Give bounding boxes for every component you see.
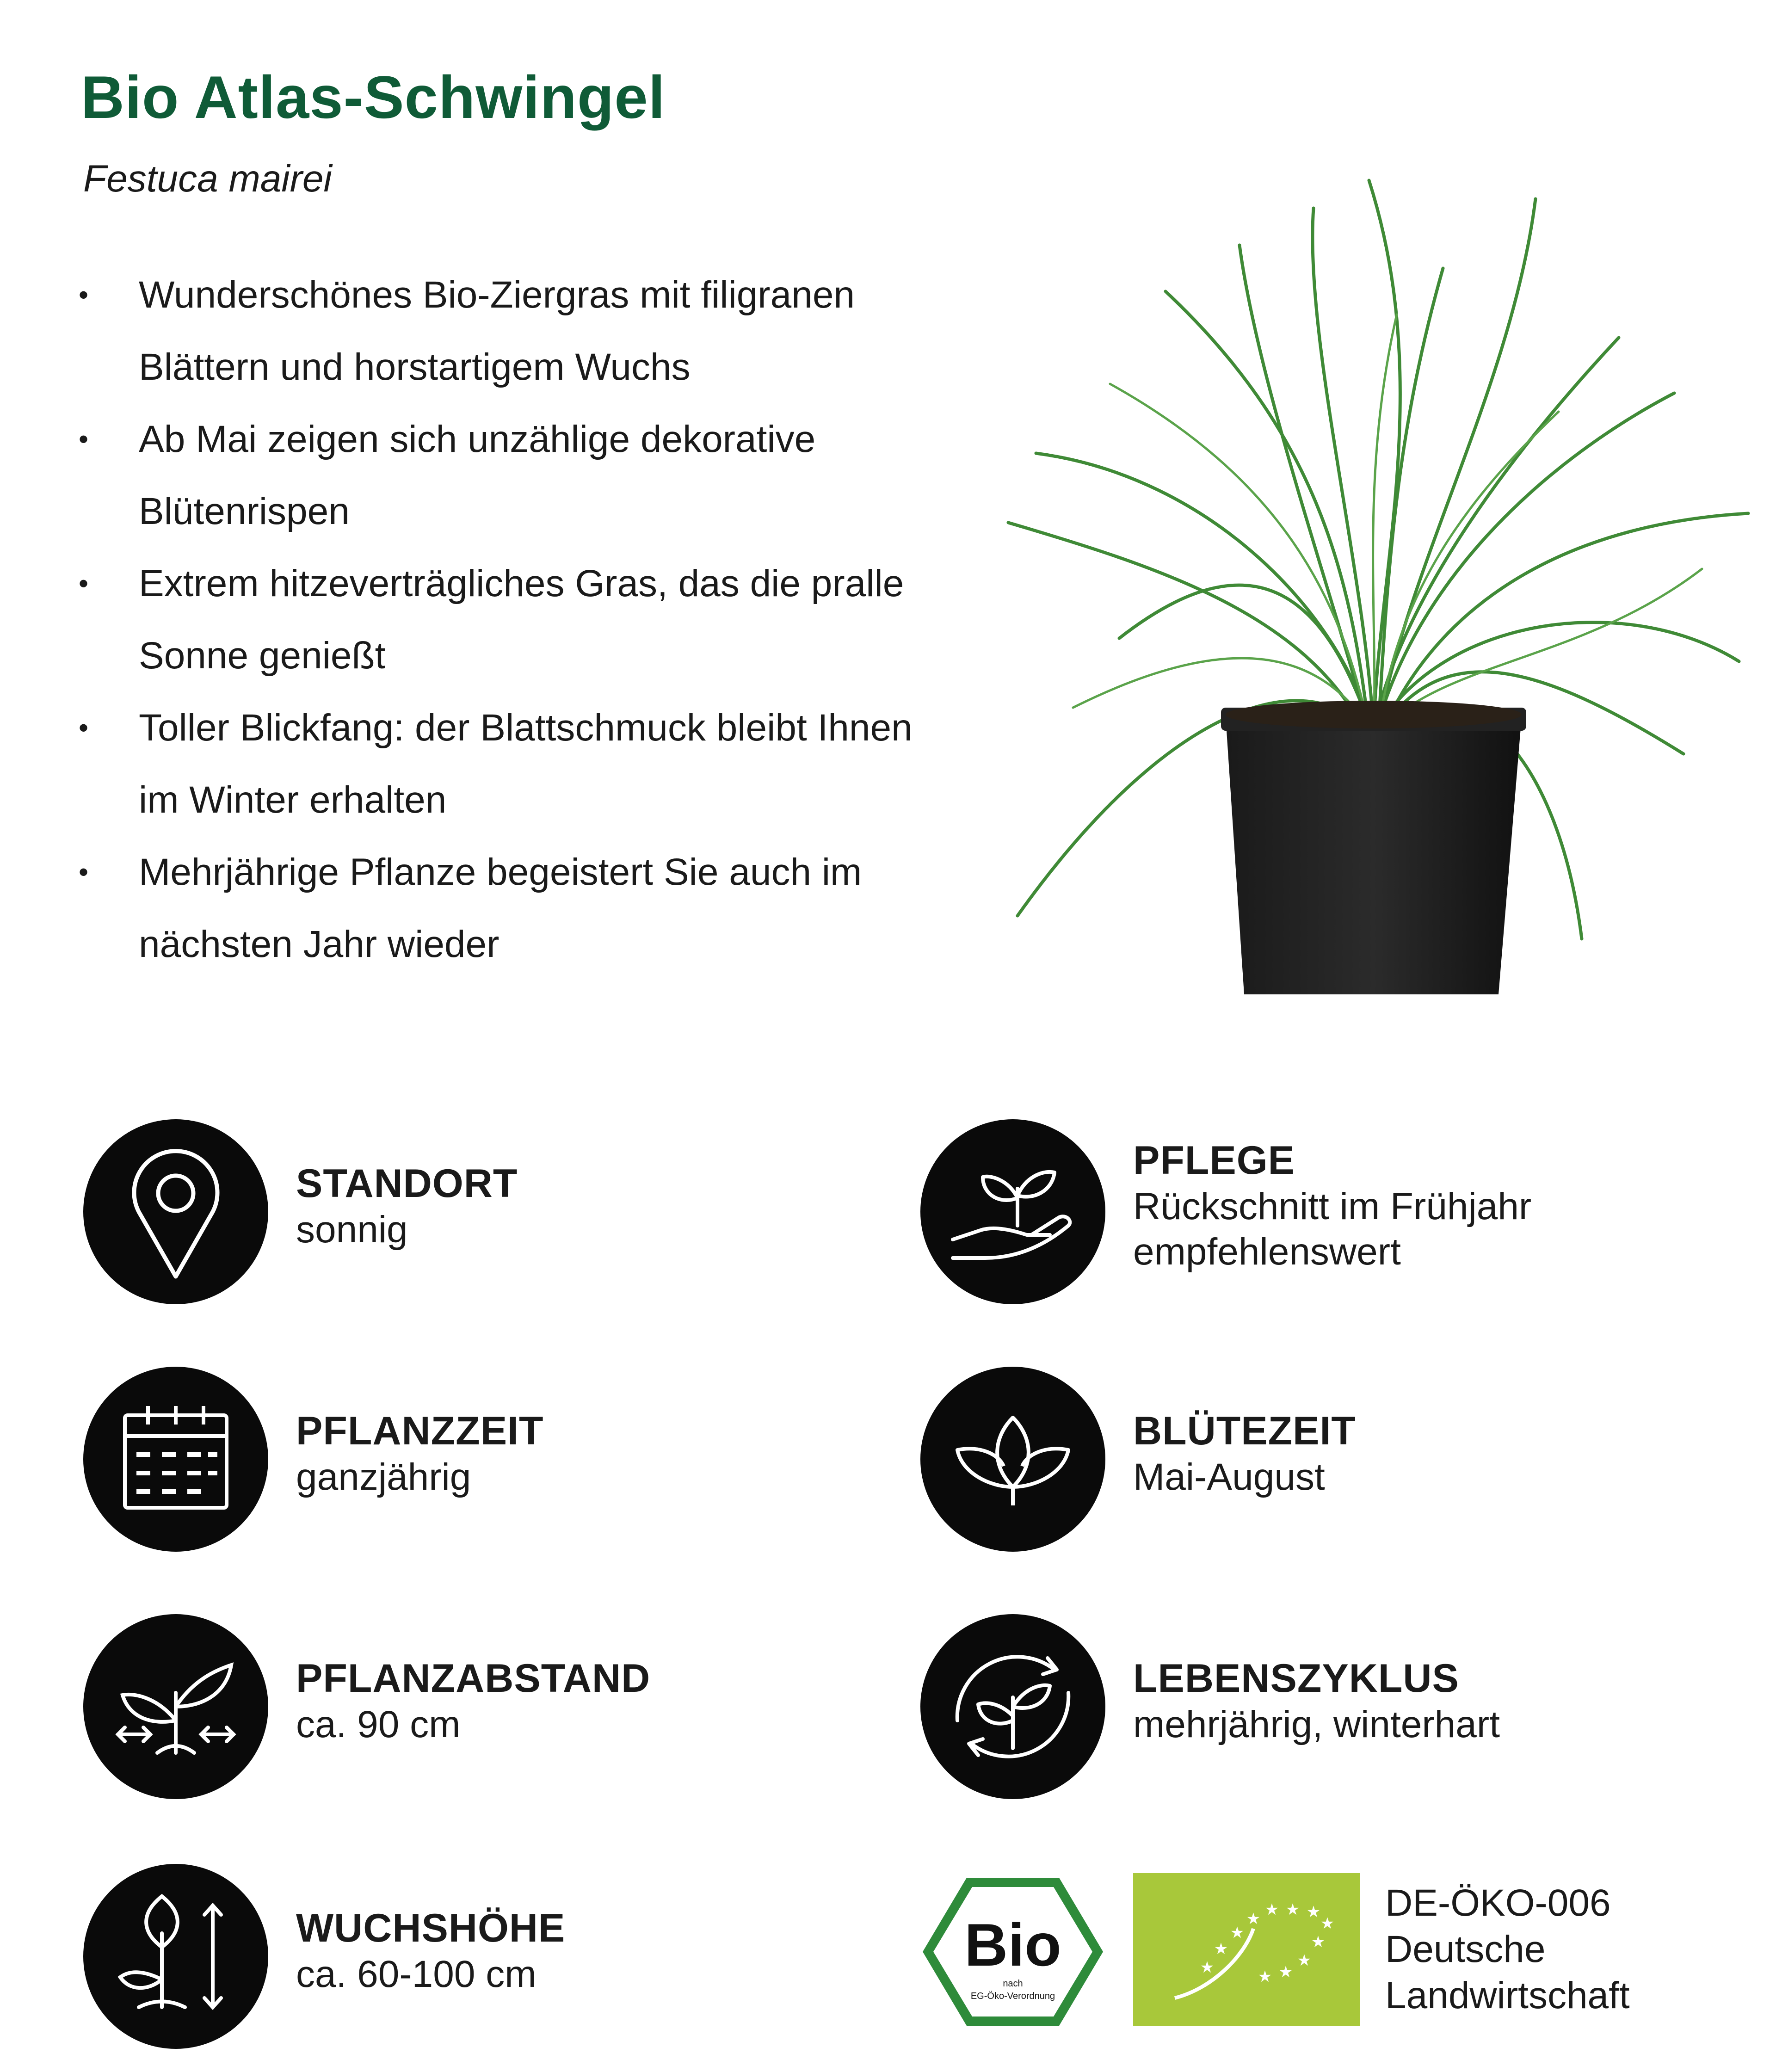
svg-text:★: ★ xyxy=(1297,1951,1312,1970)
lotus-flower-icon xyxy=(920,1367,1105,1552)
feature-label: PFLANZABSTAND xyxy=(296,1656,651,1701)
feature-pflege xyxy=(920,1119,1707,1314)
plant-spacing-icon xyxy=(83,1614,268,1799)
cert-line-1: Deutsche xyxy=(1385,1928,1546,1970)
grass-plant-image xyxy=(980,153,1758,1008)
svg-text:★: ★ xyxy=(1214,1940,1228,1958)
bullet-item: • Ab Mai zeigen sich unzählige dekorative Blütenrispen xyxy=(79,403,957,548)
calendar-icon xyxy=(83,1367,268,1552)
svg-text:★: ★ xyxy=(1200,1958,1215,1977)
feature-value: sonnig xyxy=(296,1209,408,1251)
feature-value: mehrjährig, winterhart xyxy=(1133,1703,1500,1745)
svg-text:★: ★ xyxy=(1264,1900,1279,1919)
bio-seal-logo xyxy=(920,1873,1105,2030)
bio-seal-sub1: nach xyxy=(1003,1979,1023,1989)
feature-value: ca. 90 cm xyxy=(296,1703,461,1745)
svg-text:★: ★ xyxy=(1285,1900,1300,1919)
location-pin-icon xyxy=(83,1119,268,1304)
bullet-item: • Wunderschönes Bio-Ziergras mit filigranen Blättern und horstartigem Wuchs xyxy=(79,259,957,403)
feature-pflanzzeit xyxy=(83,1367,870,1561)
feature-value: Mai-August xyxy=(1133,1456,1325,1498)
cert-line-2: Landwirtschaft xyxy=(1385,1974,1630,2016)
bullet-item: • Toller Blickfang: der Blattschmuck bleibt Ihnen im Winter erhalten xyxy=(79,692,957,836)
bio-seal-sub2: EG-Öko-Verordnung xyxy=(970,1991,1055,2001)
feature-bullet-list xyxy=(79,259,957,980)
svg-text:★: ★ xyxy=(1320,1914,1335,1933)
svg-text:★: ★ xyxy=(1230,1924,1245,1942)
svg-text:★: ★ xyxy=(1258,1967,1272,1986)
eu-leaf-icon xyxy=(1133,1873,1360,2026)
feature-label: LEBENSZYKLUS xyxy=(1133,1656,1459,1701)
feature-pflanzabstand xyxy=(83,1614,870,1808)
feature-value: Rückschnitt im Frühjahr empfehlenswert xyxy=(1133,1185,1532,1273)
svg-text:★: ★ xyxy=(1306,1903,1321,1921)
feature-standort xyxy=(83,1119,870,1314)
svg-text:★: ★ xyxy=(1311,1933,1326,1951)
latin-name: Festuca mairei xyxy=(83,158,332,200)
feature-value: ganzjährig xyxy=(296,1456,471,1498)
bullet-item: • Extrem hitzeverträgliches Gras, das die pralle Sonne genießt xyxy=(79,548,957,692)
svg-text:★: ★ xyxy=(1278,1963,1293,1981)
feature-wuchshoehe xyxy=(83,1864,870,2058)
bullet-item: • Mehrjährige Pflanze begeistert Sie auch im nächsten Jahr wieder xyxy=(79,836,957,980)
feature-value: ca. 60-100 cm xyxy=(296,1953,536,1995)
eu-organic-logo xyxy=(1133,1873,1360,2026)
bio-seal-text: Bio xyxy=(964,1911,1061,1979)
page-title: Bio Atlas-Schwingel xyxy=(81,63,666,131)
feature-label: PFLEGE xyxy=(1133,1138,1295,1183)
feature-label: STANDORT xyxy=(296,1161,518,1206)
feature-label: WUCHSHÖHE xyxy=(296,1906,566,1950)
cycle-seedling-icon xyxy=(920,1614,1105,1799)
svg-text:★: ★ xyxy=(1246,1910,1261,1928)
feature-bluetezeit xyxy=(920,1367,1707,1561)
plant-height-icon xyxy=(83,1864,268,2049)
certification-text xyxy=(1385,1880,1630,2019)
feature-label: BLÜTEZEIT xyxy=(1133,1409,1356,1453)
cert-code: DE-ÖKO-006 xyxy=(1385,1882,1611,1924)
feature-lebenszyklus xyxy=(920,1614,1707,1808)
hand-seedling-icon xyxy=(920,1119,1105,1304)
feature-label: PFLANZZEIT xyxy=(296,1409,544,1453)
